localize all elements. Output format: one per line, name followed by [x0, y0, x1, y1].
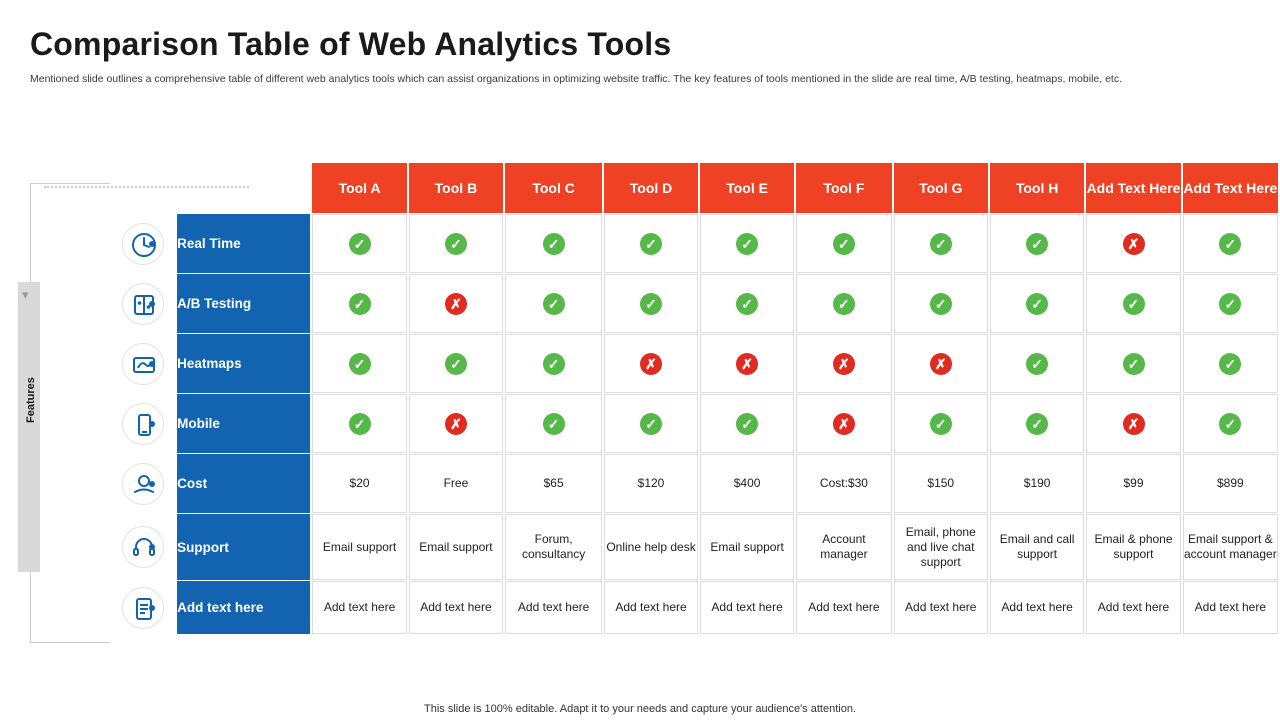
cell-add-tool-g: Add text here: [894, 581, 988, 634]
cell-add-tool-b: Add text here: [409, 581, 503, 634]
accent-dot: [149, 481, 155, 487]
cell-mobile-tool-b: [409, 394, 503, 453]
accent-dot: [149, 544, 155, 550]
cross-icon: ✗: [833, 413, 855, 435]
check-icon: ✓: [1219, 353, 1241, 375]
ab-testing-icon: [122, 283, 164, 325]
cross-icon: ✗: [930, 353, 952, 375]
accent-dot: [149, 421, 155, 427]
column-header-tool-e[interactable]: Tool E: [700, 163, 794, 213]
check-icon: ✓: [543, 233, 565, 255]
check-icon: ✓: [1026, 413, 1048, 435]
row-feature-add-text: Add text here: [177, 581, 310, 634]
check-icon: ✓: [1219, 293, 1241, 315]
check-icon: ✓: [736, 233, 758, 255]
row-feature-ab-testing: A/B Testing: [177, 274, 310, 333]
row-icon-cell: [110, 394, 175, 453]
cross-icon: ✗: [1123, 413, 1145, 435]
row-icon-cell: [110, 454, 175, 513]
cell-support-add-2: Email support & account manager: [1183, 514, 1278, 580]
cell-add-tool-h: Add text here: [990, 581, 1084, 634]
cell-real-time-tool-a: [312, 214, 406, 273]
cell-mobile-tool-e: [700, 394, 794, 453]
features-rail: [18, 282, 40, 572]
cell-support-tool-g: Email, phone and live chat support: [894, 514, 988, 580]
row-icon-cell: [110, 334, 175, 393]
cell-add-tool-e: Add text here: [700, 581, 794, 634]
cell-real-time-tool-f: [796, 214, 891, 273]
comparison-table-wrapper: [108, 162, 1280, 635]
cell-cost-tool-g: $150: [894, 454, 988, 513]
cell-real-time-tool-b: [409, 214, 503, 273]
page-title: Comparison Table of Web Analytics Tools: [30, 26, 672, 62]
cell-heatmaps-tool-f: [796, 334, 891, 393]
cell-heatmaps-tool-e: [700, 334, 794, 393]
row-feature-cost: Cost: [177, 454, 310, 513]
column-header-tool-b[interactable]: Tool B: [409, 163, 503, 213]
check-icon: ✓: [1026, 293, 1048, 315]
cell-support-tool-b: Email support: [409, 514, 503, 580]
check-icon: ✓: [1026, 233, 1048, 255]
header-icon-corner: [110, 163, 175, 213]
cell-support-tool-h: Email and call support: [990, 514, 1084, 580]
cell-heatmaps-tool-a: [312, 334, 406, 393]
check-icon: ✓: [543, 353, 565, 375]
cell-cost-tool-c: $65: [505, 454, 602, 513]
check-icon: ✓: [1123, 353, 1145, 375]
heatmap-icon: [122, 343, 164, 385]
row-feature-real-time: Real Time: [177, 214, 310, 273]
cell-add-add-1: Add text here: [1086, 581, 1180, 634]
cell-add-tool-a: Add text here: [312, 581, 406, 634]
check-icon: ✓: [640, 233, 662, 255]
cell-heatmaps-add-2: [1183, 334, 1278, 393]
check-icon: ✓: [833, 293, 855, 315]
check-icon: ✓: [543, 293, 565, 315]
check-icon: ✓: [736, 293, 758, 315]
column-header-tool-g[interactable]: Tool G: [894, 163, 988, 213]
check-icon: ✓: [930, 293, 952, 315]
cell-heatmaps-tool-c: [505, 334, 602, 393]
cell-ab-testing-tool-f: [796, 274, 891, 333]
cell-support-tool-f: Account manager: [796, 514, 891, 580]
row-feature-mobile: Mobile: [177, 394, 310, 453]
cell-support-tool-a: Email support: [312, 514, 406, 580]
cell-support-tool-e: Email support: [700, 514, 794, 580]
row-icon-cell: [110, 214, 175, 273]
cell-ab-testing-tool-g: [894, 274, 988, 333]
cell-ab-testing-tool-a: [312, 274, 406, 333]
cell-real-time-tool-c: [505, 214, 602, 273]
cell-heatmaps-tool-g: [894, 334, 988, 393]
check-icon: ✓: [833, 233, 855, 255]
cell-add-tool-c: Add text here: [505, 581, 602, 634]
cell-heatmaps-add-1: [1086, 334, 1180, 393]
clock-analytics-icon: [122, 223, 164, 265]
cell-ab-testing-tool-d: [604, 274, 698, 333]
table-row: [110, 214, 1278, 273]
cell-heatmaps-tool-b: [409, 334, 503, 393]
cell-real-time-tool-h: [990, 214, 1084, 273]
accent-dot: [149, 241, 155, 247]
check-icon: ✓: [1123, 293, 1145, 315]
row-icon-cell: [110, 514, 175, 580]
support-agent-icon: [122, 526, 164, 568]
cross-icon: ✗: [1123, 233, 1145, 255]
row-icon-cell: [110, 274, 175, 333]
check-icon: ✓: [1219, 413, 1241, 435]
cell-cost-add-1: $99: [1086, 454, 1180, 513]
column-header-add-1[interactable]: Add Text Here: [1086, 163, 1180, 213]
cell-support-tool-d: Online help desk: [604, 514, 698, 580]
cell-cost-tool-a: $20: [312, 454, 406, 513]
row-icon-cell: [110, 581, 175, 634]
table-row: [110, 514, 1278, 580]
cell-mobile-tool-a: [312, 394, 406, 453]
check-icon: ✓: [930, 413, 952, 435]
cell-ab-testing-tool-c: [505, 274, 602, 333]
cell-support-add-1: Email & phone support: [1086, 514, 1180, 580]
cell-cost-tool-b: Free: [409, 454, 503, 513]
cell-heatmaps-tool-d: [604, 334, 698, 393]
cell-ab-testing-tool-e: [700, 274, 794, 333]
check-icon: ✓: [736, 413, 758, 435]
column-header-tool-h[interactable]: Tool H: [990, 163, 1084, 213]
cell-real-time-add-1: [1086, 214, 1180, 273]
table-row: [110, 581, 1278, 634]
cell-mobile-add-1: [1086, 394, 1180, 453]
cross-icon: ✗: [833, 353, 855, 375]
table-row: [110, 454, 1278, 513]
check-icon: ✓: [930, 233, 952, 255]
mobile-icon: [122, 403, 164, 445]
table-row: [110, 334, 1278, 393]
check-icon: ✓: [349, 353, 371, 375]
column-header-add-2[interactable]: Add Text Here: [1183, 163, 1278, 213]
check-icon: ✓: [1026, 353, 1048, 375]
column-header-tool-d[interactable]: Tool D: [604, 163, 698, 213]
cell-ab-testing-add-1: [1086, 274, 1180, 333]
chevron-down-icon: ▾: [22, 287, 29, 302]
cell-mobile-tool-d: [604, 394, 698, 453]
accent-dot: [149, 605, 155, 611]
check-icon: ✓: [1219, 233, 1241, 255]
cross-icon: ✗: [736, 353, 758, 375]
cell-mobile-tool-f: [796, 394, 891, 453]
check-icon: ✓: [543, 413, 565, 435]
check-icon: ✓: [349, 233, 371, 255]
accent-dot: [149, 361, 155, 367]
table-header-row: [110, 163, 1278, 213]
cell-mobile-tool-c: [505, 394, 602, 453]
cell-cost-tool-e: $400: [700, 454, 794, 513]
cell-real-time-tool-g: [894, 214, 988, 273]
cost-hand-icon: [122, 463, 164, 505]
check-icon: ✓: [349, 293, 371, 315]
cell-mobile-add-2: [1183, 394, 1278, 453]
cross-icon: ✗: [445, 413, 467, 435]
cell-ab-testing-tool-b: [409, 274, 503, 333]
page-subtitle: Mentioned slide outlines a comprehensive table of different web analytics tools which can assist organizations in optimizing website traffic. The key features of tools mentioned in the slide are real time, A/B testing, heatmaps, mobile, etc.: [30, 73, 1122, 85]
check-icon: ✓: [445, 353, 467, 375]
cross-icon: ✗: [445, 293, 467, 315]
feature-bracket: [30, 183, 110, 643]
document-add-icon: [122, 587, 164, 629]
cell-real-time-tool-d: [604, 214, 698, 273]
table-row: [110, 274, 1278, 333]
cell-heatmaps-tool-h: [990, 334, 1084, 393]
check-icon: ✓: [640, 413, 662, 435]
row-feature-heatmaps: Heatmaps: [177, 334, 310, 393]
column-header-tool-c[interactable]: Tool C: [505, 163, 602, 213]
cross-icon: ✗: [640, 353, 662, 375]
accent-dot: [149, 301, 155, 307]
cell-support-tool-c: Forum, consultancy: [505, 514, 602, 580]
cell-real-time-tool-e: [700, 214, 794, 273]
cell-real-time-add-2: [1183, 214, 1278, 273]
cell-add-tool-d: Add text here: [604, 581, 698, 634]
cell-add-add-2: Add text here: [1183, 581, 1278, 634]
cell-cost-tool-h: $190: [990, 454, 1084, 513]
check-icon: ✓: [640, 293, 662, 315]
footer-note: This slide is 100% editable. Adapt it to your needs and capture your audience's attention.: [424, 703, 856, 715]
cell-cost-add-2: $899: [1183, 454, 1278, 513]
header-feature-corner: [177, 163, 310, 213]
features-rail-label: Features: [25, 377, 37, 423]
cell-ab-testing-add-2: [1183, 274, 1278, 333]
cell-cost-tool-f: Cost:$30: [796, 454, 891, 513]
table-row: [110, 394, 1278, 453]
row-feature-support: Support: [177, 514, 310, 580]
check-icon: ✓: [445, 233, 467, 255]
cell-mobile-tool-h: [990, 394, 1084, 453]
column-header-tool-a[interactable]: Tool A: [312, 163, 406, 213]
cell-mobile-tool-g: [894, 394, 988, 453]
column-header-tool-f[interactable]: Tool F: [796, 163, 891, 213]
cell-ab-testing-tool-h: [990, 274, 1084, 333]
cell-add-tool-f: Add text here: [796, 581, 891, 634]
check-icon: ✓: [349, 413, 371, 435]
cell-cost-tool-d: $120: [604, 454, 698, 513]
comparison-table: [108, 162, 1280, 635]
